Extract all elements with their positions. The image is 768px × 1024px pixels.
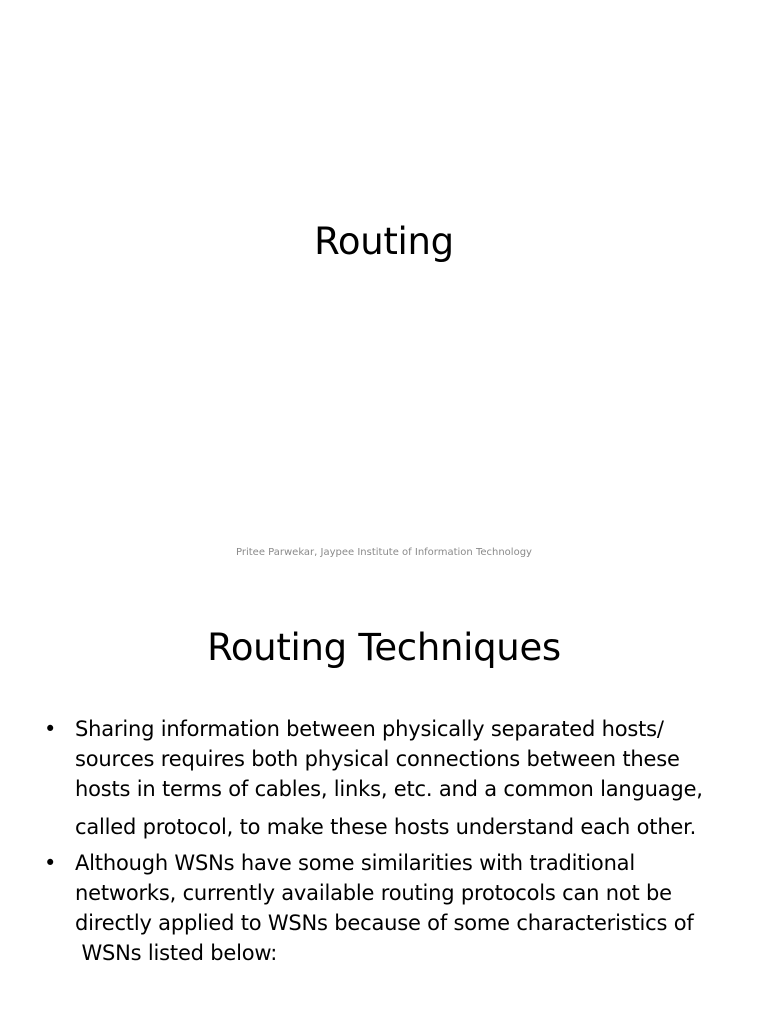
slide-2: [0, 576, 768, 1024]
bullet-text-line: hosts in terms of cables, links, etc. and a common language,: [75, 777, 703, 801]
bullet-text-line: WSNs listed below:: [75, 941, 278, 965]
bullet-item: [44, 848, 734, 968]
bullet-list: [44, 714, 734, 974]
bullet-text-line: called protocol, to make these hosts understand each other.: [75, 815, 697, 839]
bullet-icon: •: [44, 851, 57, 875]
slide-title: Routing: [314, 220, 454, 263]
bullet-item: [44, 714, 734, 842]
bullet-text-line: networks, currently available routing protocols can not be: [75, 881, 672, 905]
bullet-icon: •: [44, 717, 57, 741]
slide-title: Routing Techniques: [207, 626, 561, 669]
bullet-text-line: Sharing information between physically separated hosts/: [75, 717, 664, 741]
bullet-text-line: directly applied to WSNs because of some characteristics of: [75, 911, 694, 935]
bullet-text-line: sources requires both physical connections between these: [75, 747, 680, 771]
bullet-text-line: Although WSNs have some similarities with traditional: [75, 851, 635, 875]
slide-footer: Pritee Parwekar, Jaypee Institute of Information Technology: [236, 547, 532, 558]
